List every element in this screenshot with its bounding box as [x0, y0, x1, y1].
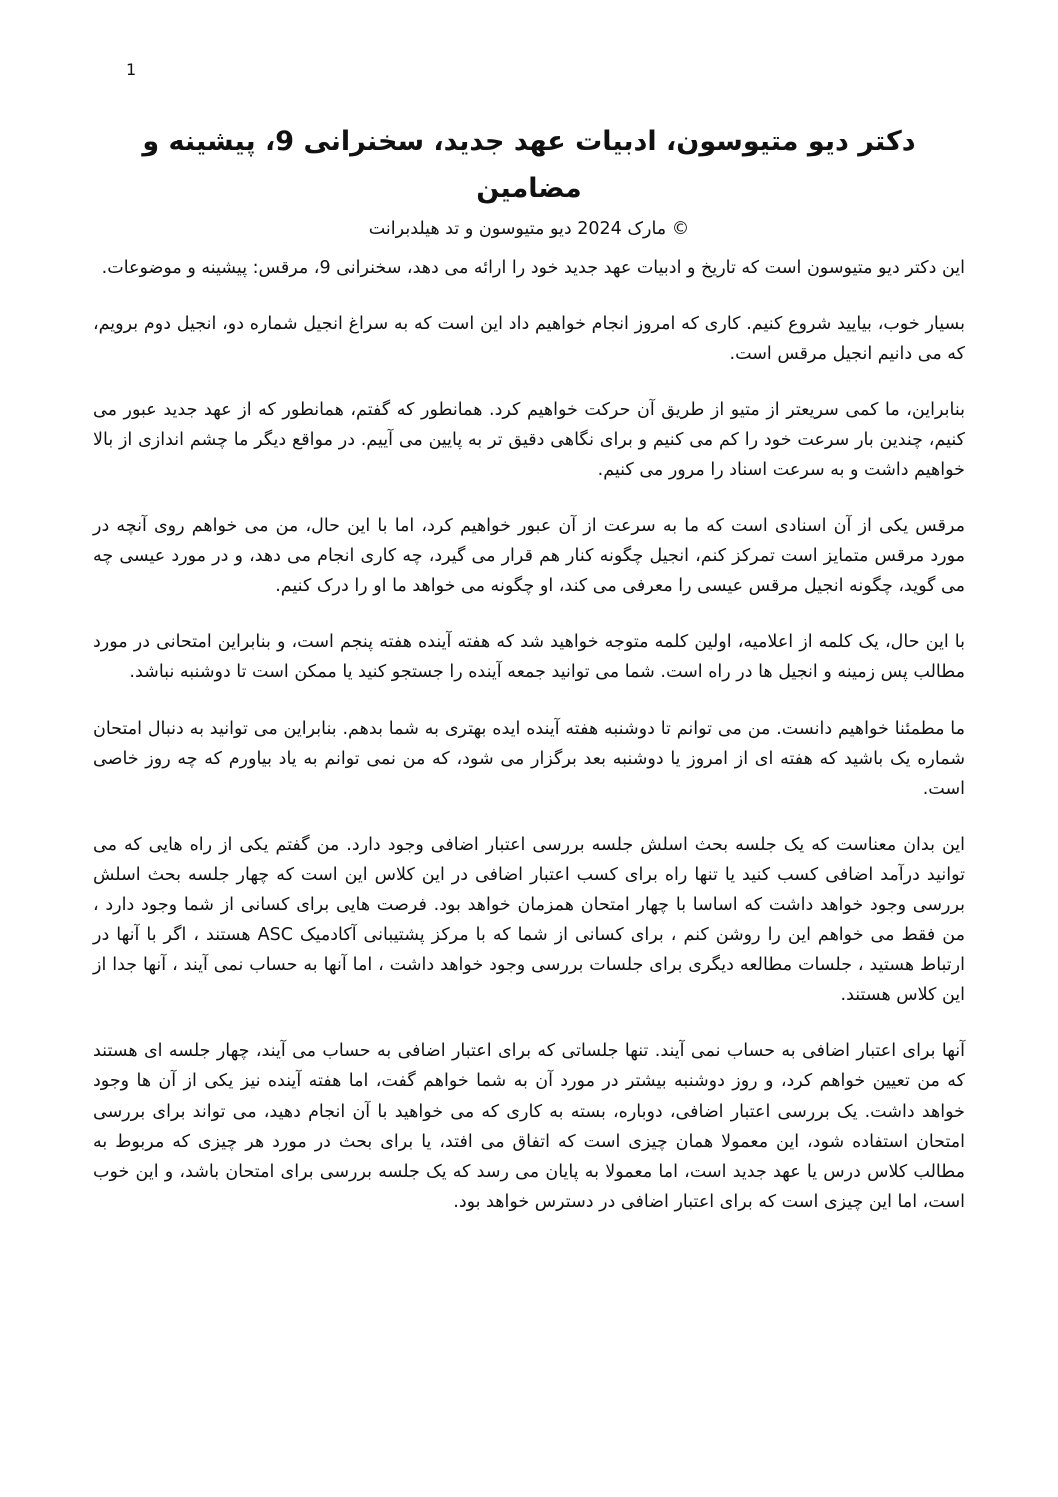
document-body	[93, 253, 965, 1217]
paragraph: بسیار خوب، بیایید شروع کنیم. کاری که امروز انجام خواهیم داد این است که به سراغ انجیل شماره دو، انجیل دوم برویم، که می دانیم انجیل مرقس است.	[93, 313, 965, 364]
document-title: دکتر دیو متیوسون، ادبیات عهد جدید، سخنرانی 9، پیشینه و مضامین	[142, 126, 916, 205]
paragraph: این دکتر دیو متیوسون است که تاریخ و ادبیات عهد جدید خود را ارائه می دهد، سخنرانی 9، مرقس: پیشینه و موضوعات.	[101, 257, 965, 278]
paragraph: ما مطمئنا خواهیم دانست. من می توانم تا دوشنبه هفته آینده ایده بهتری به شما بدهم. بنابراین می توانید به دنبال امتحان شماره یک باشید که هفته ای از امروز یا دوشنبه بعد برگزار می شود، که من نمی توانم به یاد بیاورم که چه روز خاصی است.	[93, 718, 965, 799]
page-number: 1	[126, 60, 137, 79]
paragraph: این بدان معناست که یک جلسه بحث اسلش جلسه بررسی اعتبار اضافی وجود دارد. من گفتم یکی از راه هایی که می توانید درآمد اضافی کسب کنید یا تنها راه برای کسب اعتبار اضافی در این کلاس این است که چهار جلسه بحث اسلش بررسی وجود خواهد داشت که اساسا با چهار امتحان همزمان خواهد بود. فرصت هایی برای کسانی از شما وجود دارد ، من فقط می خواهم این را روشن کنم ، برای کسانی از شما که با مرکز پشتیبانی آکادمیک ASC هستند ، اگر با آنها در ارتباط هستید ، جلسات مطالعه دیگری برای جلسات بررسی وجود خواهد داشت ، اما آنها به حساب نمی آیند ، آنها جدا از این کلاس هستند.	[93, 834, 965, 1006]
paragraph: مرقس یکی از آن اسنادی است که ما به سرعت از آن عبور خواهیم کرد، اما با این حال، من می خواهم روی آنچه در مورد مرقس متمایز است تمرکز کنم، انجیل چگونه کنار هم قرار می گیرد، چه کاری انجام می دهد، و در مورد عیسی چه می گوید، چگونه انجیل مرقس عیسی را معرفی می کند، او چگونه می خواهد ما او را درک کنیم.	[93, 516, 965, 597]
paragraph: آنها برای اعتبار اضافی به حساب نمی آیند. تنها جلساتی که برای اعتبار اضافی به حساب می آیند، چهار جلسه ای هستند که من تعیین خواهم کرد، و روز دوشنبه بیشتر در مورد آن به شما خواهم گفت، اما هفته آینده نیز یکی از آن ها وجود خواهد داشت. یک بررسی اعتبار اضافی، دوباره، بسته به کاری که می خواهید با آن انجام دهید، می تواند برای بررسی امتحان استفاده شود، این معمولا همان چیزی است که اتفاق می افتد، یا برای بحث در مورد هر چیزی که مربوط به مطالب کلاس درس یا عهد جدید است، اما معمولا به پایان می رسد که یک جلسه بررسی برای امتحان باشد، و این خوب است، اما این چیزی است که برای اعتبار اضافی در دسترس خواهد بود.	[93, 1041, 965, 1212]
copyright-line: © مارک 2024 دیو متیوسون و تد هیلدبرانت	[368, 218, 690, 239]
paragraph: با این حال، یک کلمه از اعلامیه، اولین کلمه متوجه خواهید شد که هفته آینده هفته پنجم است، و بنابراین امتحانی در مورد مطالب پس زمینه و انجیل ها در راه است. شما می توانید جمعه آینده را جستجو کنید یا ممکن است تا دوشنبه نباشد.	[93, 632, 965, 683]
paragraph: بنابراین، ما کمی سریعتر از متیو از طریق آن حرکت خواهیم کرد. همانطور که گفتم، همانطور که از عهد جدید عبور می کنیم، چندین بار سرعت خود را کم می کنیم و برای نگاهی دقیق تر به پایین می آییم. در مواقع دیگر ما چشم اندازی از بالا خواهیم داشت و به سرعت اسناد را مرور می کنیم.	[93, 399, 965, 480]
